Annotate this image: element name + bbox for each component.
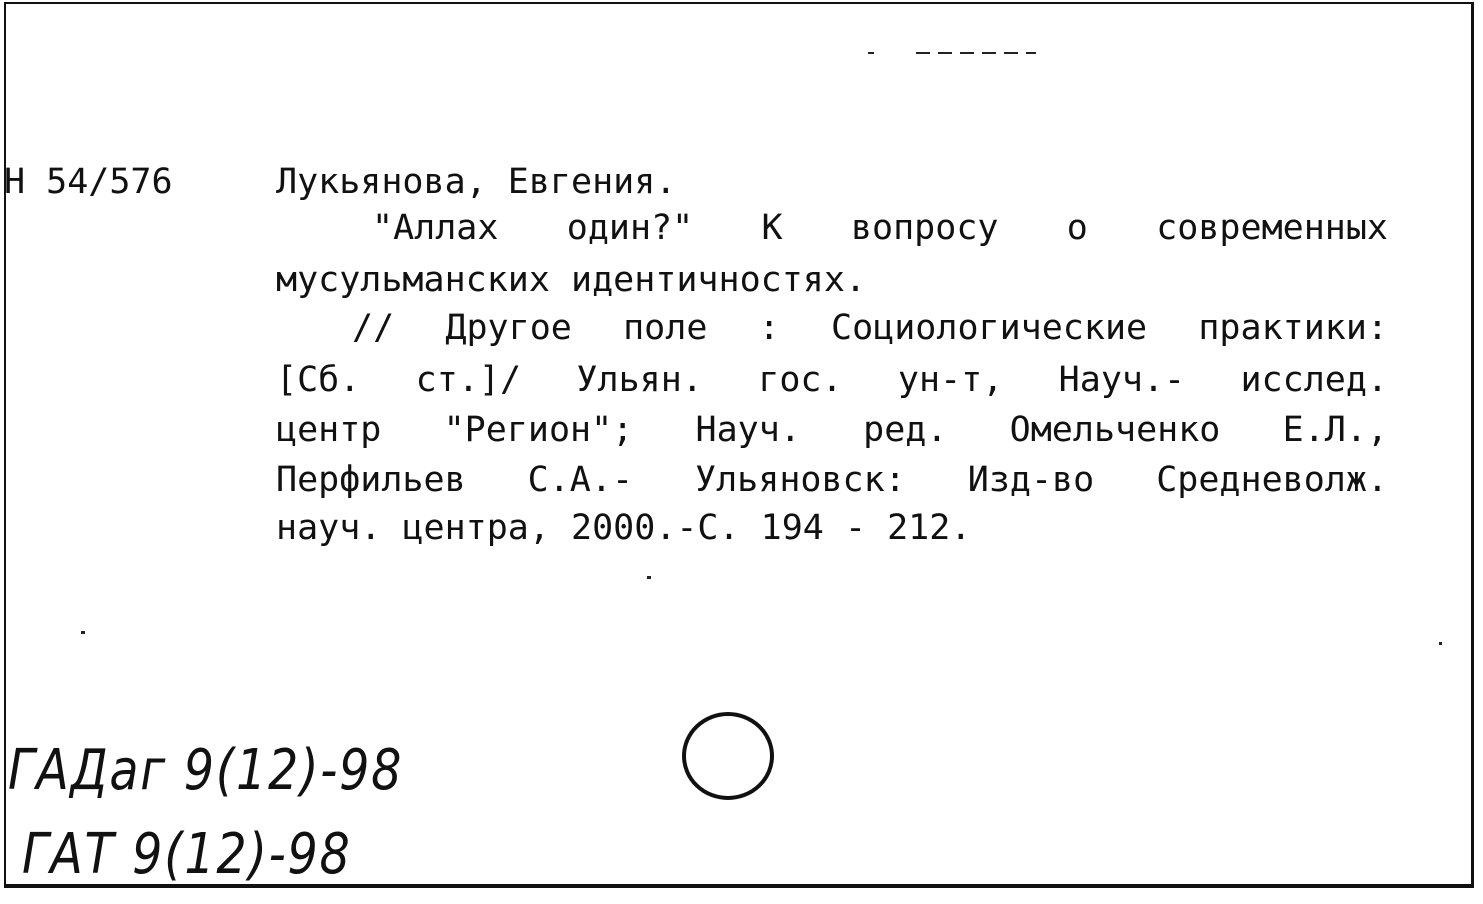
scan-dash	[916, 52, 1036, 54]
source-line-2: [Сб. ст.]/ Ульян. гос. ун-т, Науч.- исслед.	[276, 360, 1388, 400]
source-line-1: // Другое поле : Социологические практики:	[352, 308, 1388, 348]
scan-speck	[647, 576, 651, 579]
source-line-5: науч. центра, 2000.-С. 194 - 212.	[276, 508, 972, 548]
title-line-1: "Аллах один?" К вопросу о современных	[372, 208, 1388, 248]
call-number: Н 54/576	[4, 162, 173, 202]
scan-dash	[868, 52, 874, 54]
scan-speck	[1439, 642, 1442, 645]
scan-speck	[81, 631, 85, 634]
source-line-4: Перфильев С.А.- Ульяновск: Изд-во Средневолж.	[276, 460, 1388, 500]
author-heading: Лукьянова, Евгения.	[276, 162, 677, 202]
handwritten-shelfmark-1: ГАДаг 9(12)-98	[8, 738, 404, 803]
handwritten-shelfmark-2: ГАТ 9(12)-98	[22, 822, 352, 887]
circle-mark-icon	[680, 708, 780, 808]
title-line-2: мусульманских идентичностях.	[276, 260, 867, 300]
source-line-3: центр "Регион"; Науч. ред. Омельченко Е.Л.,	[276, 410, 1388, 450]
